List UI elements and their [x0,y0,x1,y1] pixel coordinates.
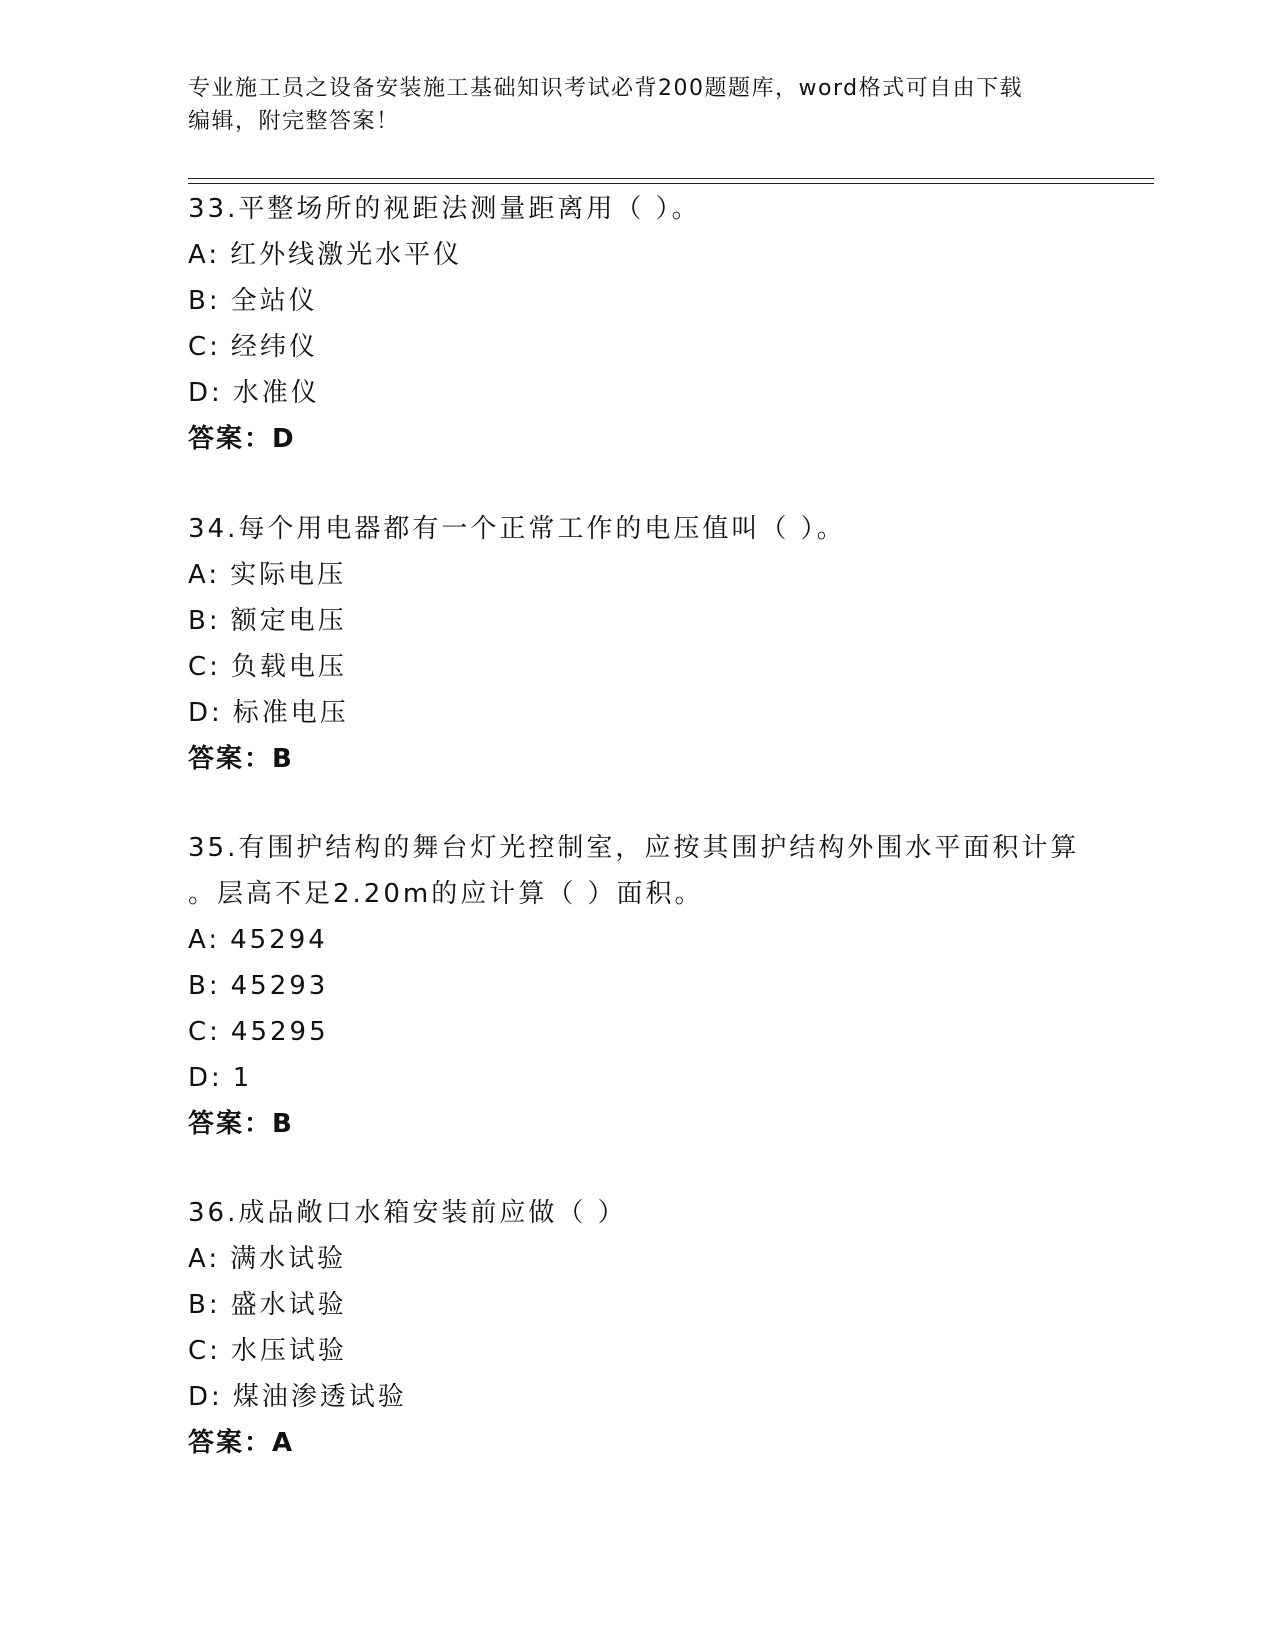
option-b [188,278,1088,324]
document-header [188,72,1088,138]
question-stem: 33.平整场所的视距法测量距离用（ ）。 [188,194,701,224]
question-block-33 [188,186,1088,462]
option-key: C: [188,652,221,682]
option-c [188,644,1088,690]
option-text: 45295 [230,1017,329,1047]
option-text: 水准仪 [232,378,320,408]
header-divider-bottom [188,183,1154,184]
option-key: B: [188,286,221,316]
option-key: D: [188,698,223,728]
option-d [188,370,1088,416]
option-text: 负载电压 [230,652,347,682]
option-text: 额定电压 [230,606,347,636]
option-c [188,1328,1088,1374]
option-key: B: [188,971,221,1001]
answer-label: 答案：B [188,744,294,774]
answer-label: 答案：A [188,1428,295,1458]
option-key: A: [188,560,221,590]
option-c [188,1009,1088,1055]
question-stem: 34.每个用电器都有一个正常工作的电压值叫（ ）。 [188,514,846,544]
header-divider-top [188,178,1154,179]
option-key: C: [188,1017,221,1047]
option-c [188,324,1088,370]
answer-label: 答案：B [188,1109,294,1139]
option-b [188,1282,1088,1328]
question-stem: 35.有围护结构的舞台灯光控制室，应按其围护结构外围水平面积计算 [188,833,1080,863]
option-text: 盛水试验 [230,1290,347,1320]
option-text: 水压试验 [230,1336,347,1366]
option-text: 1 [232,1063,253,1093]
option-d [188,690,1088,736]
option-text: 红外线激光水平仪 [230,240,463,270]
option-a [188,232,1088,278]
option-key: D: [188,378,223,408]
question-stem: 36.成品敞口水箱安装前应做（ ） [188,1198,627,1228]
option-b [188,963,1088,1009]
question-stem-continued: 。层高不足2.20m的应计算（ ）面积。 [188,879,704,909]
answer-label: 答案：D [188,424,296,454]
option-key: D: [188,1063,223,1093]
question-block-35 [188,825,1088,1147]
option-key: A: [188,925,221,955]
option-key: C: [188,332,221,362]
option-text: 45293 [230,971,329,1001]
option-a [188,552,1088,598]
option-key: A: [188,240,221,270]
option-text: 经纬仪 [230,332,318,362]
option-b [188,598,1088,644]
header-line-2: 编辑，附完整答案！ [188,109,400,134]
question-block-36 [188,1190,1088,1466]
option-a [188,917,1088,963]
option-key: C: [188,1336,221,1366]
question-block-34 [188,506,1088,782]
header-line-1: 专业施工员之设备安装施工基础知识考试必背200题题库，word格式可自由下载 [188,76,1024,101]
option-key: D: [188,1382,223,1412]
option-key: A: [188,1244,221,1274]
option-text: 标准电压 [232,698,349,728]
option-text: 煤油渗透试验 [232,1382,407,1412]
option-text: 全站仪 [230,286,318,316]
option-text: 45294 [230,925,328,955]
option-text: 满水试验 [230,1244,347,1274]
option-d [188,1055,1088,1101]
option-key: B: [188,1290,221,1320]
option-text: 实际电压 [230,560,347,590]
option-a [188,1236,1088,1282]
option-key: B: [188,606,221,636]
option-d [188,1374,1088,1420]
